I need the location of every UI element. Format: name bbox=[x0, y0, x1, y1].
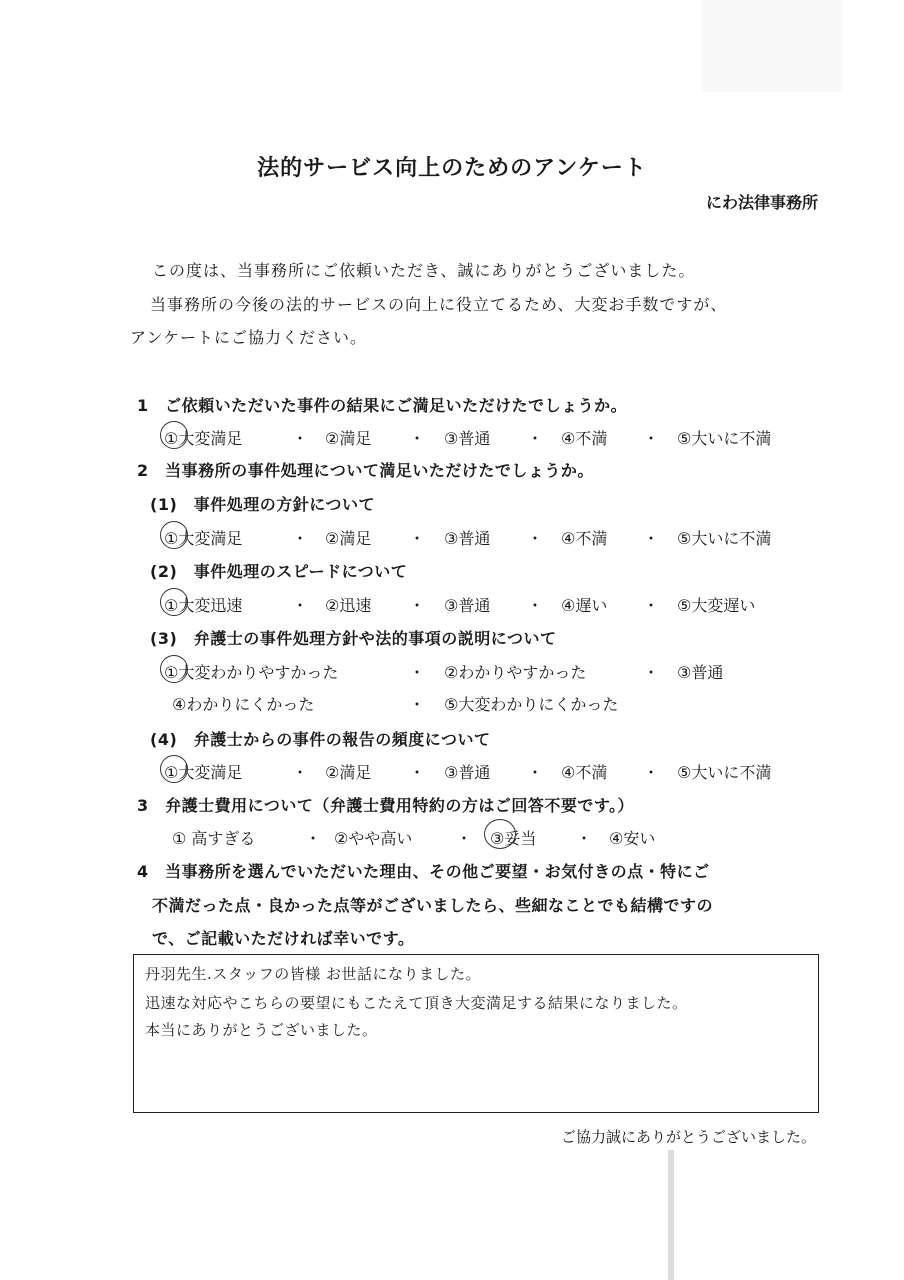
option[interactable]: ⑤大変遅い bbox=[677, 596, 756, 615]
separator: ・ bbox=[292, 429, 309, 448]
separator: ・ bbox=[292, 529, 309, 548]
option[interactable]: ⑤大いに不満 bbox=[677, 429, 772, 448]
separator: ・ bbox=[292, 763, 309, 782]
question-2-1-label: (1) 事件処理の方針について bbox=[150, 495, 375, 514]
separator: ・ bbox=[409, 763, 426, 782]
scan-artifact bbox=[668, 1150, 674, 1280]
option[interactable]: ④わかりにくかった bbox=[172, 695, 315, 714]
option[interactable]: ①大変わかりやすかった bbox=[164, 663, 339, 682]
option[interactable]: ③普通 bbox=[444, 429, 491, 448]
option[interactable]: ①大変満足 bbox=[164, 529, 243, 548]
option[interactable]: ⑤大変わかりにくかった bbox=[444, 695, 619, 714]
separator: ・ bbox=[409, 663, 426, 682]
separator: ・ bbox=[409, 596, 426, 615]
intro-line-2: 当事務所の今後の法的サービスの向上に役立てるため、大変お手数ですが、 bbox=[150, 295, 728, 314]
option[interactable]: ① 高すぎる bbox=[172, 829, 256, 848]
comment-line-1: 丹羽先生.スタッフの皆様 お世話になりました。 bbox=[145, 965, 482, 983]
question-4-line-2: 不満だった点・良かった点等がございましたら、些細なことでも結構ですの bbox=[152, 896, 714, 915]
option[interactable]: ②迅速 bbox=[325, 596, 372, 615]
question-3-label: 3 弁護士費用について（弁護士費用特約の方はご回答不要です。） bbox=[137, 796, 635, 815]
selected-answer-circle bbox=[160, 421, 188, 449]
question-2-2-label: (2) 事件処理のスピードについて bbox=[150, 562, 408, 581]
separator: ・ bbox=[527, 529, 544, 548]
separator: ・ bbox=[409, 529, 426, 548]
selected-answer-circle bbox=[160, 755, 188, 783]
comment-line-2: 迅速な対応やこちらの要望にもこたえて頂き大変満足する結果になりました。 bbox=[145, 994, 688, 1012]
option[interactable]: ⑤大いに不満 bbox=[677, 529, 772, 548]
option[interactable]: ③普通 bbox=[677, 663, 724, 682]
question-1-label: 1 ご依頼いただいた事件の結果にご満足いただけたでしょうか。 bbox=[137, 396, 628, 415]
selected-answer-circle bbox=[484, 819, 516, 849]
firm-name: にわ法律事務所 bbox=[705, 193, 818, 212]
separator: ・ bbox=[643, 663, 660, 682]
separator: ・ bbox=[409, 429, 426, 448]
comment-line-3: 本当にありがとうございました。 bbox=[145, 1021, 378, 1039]
option[interactable]: ③普通 bbox=[444, 529, 491, 548]
option[interactable]: ①大変満足 bbox=[164, 763, 243, 782]
separator: ・ bbox=[456, 829, 473, 848]
separator: ・ bbox=[409, 695, 426, 714]
question-2-3-label: (3) 弁護士の事件処理方針や法的事項の説明について bbox=[150, 629, 557, 648]
intro-line-1: この度は、当事務所にご依頼いただき、誠にありがとうございました。 bbox=[152, 261, 696, 280]
option[interactable]: ②わかりやすかった bbox=[444, 663, 587, 682]
selected-answer-circle bbox=[160, 521, 188, 549]
separator: ・ bbox=[292, 596, 309, 615]
option[interactable]: ②満足 bbox=[325, 429, 372, 448]
option[interactable]: ③普通 bbox=[444, 596, 491, 615]
option[interactable]: ①大変迅速 bbox=[164, 596, 243, 615]
separator: ・ bbox=[643, 429, 660, 448]
separator: ・ bbox=[643, 596, 660, 615]
option[interactable]: ②やや高い bbox=[334, 829, 413, 848]
question-2-4-label: (4) 弁護士からの事件の報告の頻度について bbox=[150, 730, 491, 749]
option[interactable]: ④安い bbox=[609, 829, 656, 848]
scan-artifact bbox=[702, 0, 842, 92]
option[interactable]: ③普通 bbox=[444, 763, 491, 782]
question-4-line-3: で、ご記載いただければ幸いです。 bbox=[152, 929, 415, 948]
separator: ・ bbox=[527, 763, 544, 782]
selected-answer-circle bbox=[160, 655, 188, 683]
page-title: 法的サービス向上のためのアンケート bbox=[257, 156, 647, 181]
intro-line-3: アンケートにご協力ください。 bbox=[130, 328, 368, 347]
option[interactable]: ④遅い bbox=[561, 596, 608, 615]
option[interactable]: ⑤大いに不満 bbox=[677, 763, 772, 782]
option[interactable]: ②満足 bbox=[325, 763, 372, 782]
option[interactable]: ④不満 bbox=[561, 429, 608, 448]
separator: ・ bbox=[527, 596, 544, 615]
selected-answer-circle bbox=[160, 588, 188, 616]
option[interactable]: ④不満 bbox=[561, 763, 608, 782]
separator: ・ bbox=[527, 429, 544, 448]
separator: ・ bbox=[643, 763, 660, 782]
option[interactable]: ①大変満足 bbox=[164, 429, 243, 448]
closing-thanks: ご協力誠にありがとうございました。 bbox=[560, 1128, 816, 1146]
option[interactable]: ③妥当 bbox=[490, 829, 537, 848]
separator: ・ bbox=[643, 529, 660, 548]
question-2-label: 2 当事務所の事件処理について満足いただけたでしょうか。 bbox=[137, 461, 594, 480]
separator: ・ bbox=[576, 829, 593, 848]
option[interactable]: ②満足 bbox=[325, 529, 372, 548]
separator: ・ bbox=[305, 829, 322, 848]
question-4-line-1: 4 当事務所を選んでいただいた理由、その他ご要望・お気付きの点・特にご bbox=[137, 862, 710, 881]
option[interactable]: ④不満 bbox=[561, 529, 608, 548]
